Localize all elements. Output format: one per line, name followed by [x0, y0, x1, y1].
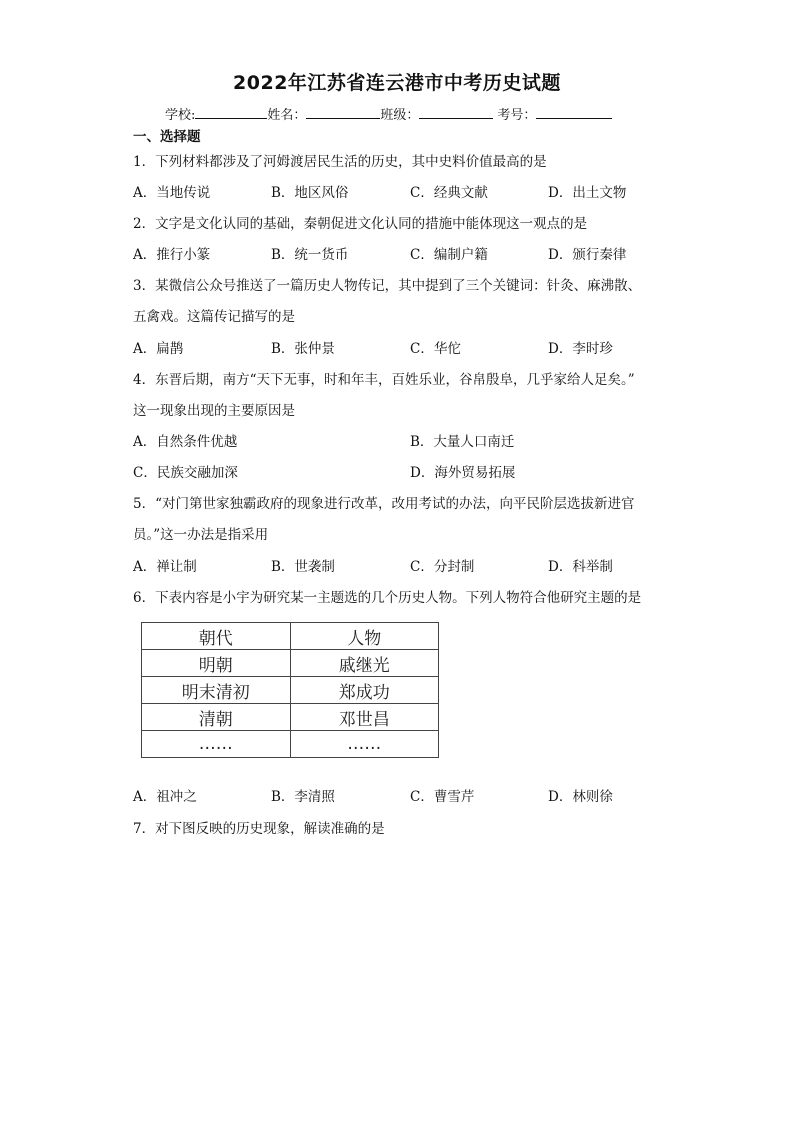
- q3-option-c[interactable]: C．华佗: [410, 341, 461, 357]
- q2-option-d[interactable]: D．颁行秦律: [548, 247, 627, 263]
- question-7-stem: 7．对下图反映的历史现象，解读准确的是: [133, 821, 385, 837]
- q2-option-b[interactable]: B．统一货币: [271, 247, 349, 263]
- student-info-line: [165, 104, 612, 123]
- question-4-stem-line-1: 4．东晋后期，南方“天下无事，时和年丰，百姓乐业，谷帛殷阜，几乎家给人足矣。”: [133, 372, 635, 388]
- q1-option-a[interactable]: A．当地传说: [133, 185, 211, 201]
- question-4-stem-line-2: 这一现象出现的主要原因是: [133, 403, 295, 419]
- q5-option-b[interactable]: B．世袭制: [271, 559, 335, 575]
- q4-option-c[interactable]: C．民族交融加深: [133, 465, 238, 481]
- q1-option-b[interactable]: B．地区风俗: [271, 185, 349, 201]
- table-row: [142, 731, 439, 758]
- q4-option-b[interactable]: B．大量人口南迁: [410, 434, 515, 450]
- q4-option-a[interactable]: A．自然条件优越: [133, 434, 238, 450]
- table-row: [142, 677, 439, 704]
- exam-no-label: 考号：: [497, 108, 537, 123]
- table-header-person: 人物: [290, 623, 439, 650]
- name-label: 姓名：: [267, 108, 307, 123]
- q1-option-c[interactable]: C．经典文献: [410, 185, 488, 201]
- school-blank[interactable]: [195, 106, 267, 119]
- q5-option-d[interactable]: D．科举制: [548, 559, 613, 575]
- question-5-stem-line-2: 员。”这一办法是指采用: [133, 527, 269, 543]
- section-title: 一、选择题: [133, 129, 201, 145]
- q6-option-d[interactable]: D．林则徐: [548, 789, 613, 805]
- table-cell-person: ……: [290, 731, 439, 758]
- q4-option-d[interactable]: D．海外贸易拓展: [410, 465, 516, 481]
- q6-option-b[interactable]: B．李清照: [271, 789, 335, 805]
- question-1-stem: 1．下列材料都涉及了河姆渡居民生活的历史，其中史料价值最高的是: [133, 154, 547, 170]
- class-blank[interactable]: [419, 106, 493, 119]
- table-header-dynasty: 朝代: [142, 623, 291, 650]
- table-cell-dynasty: 明末清初: [142, 677, 291, 704]
- exam-title: 2022年江苏省连云港市中考历史试题: [233, 72, 561, 94]
- question-2-stem: 2．文字是文化认同的基础，秦朝促进文化认同的措施中能体现这一观点的是: [133, 216, 588, 232]
- q5-option-a[interactable]: A．禅让制: [133, 559, 197, 575]
- table-cell-person: 戚继光: [290, 650, 439, 677]
- class-label: 班级：: [380, 108, 420, 123]
- table-row: [142, 704, 439, 731]
- q1-option-d[interactable]: D．出土文物: [548, 185, 627, 201]
- table-header-row: [142, 623, 439, 650]
- q6-option-c[interactable]: C．曹雪芹: [410, 789, 475, 805]
- school-label: 学校:: [165, 108, 196, 123]
- historical-figures-table: [141, 622, 439, 758]
- table-row: [142, 650, 439, 677]
- table-cell-dynasty: 清朝: [142, 704, 291, 731]
- question-5-stem-line-1: 5．“对门第世家独霸政府的现象进行改革，改用考试的办法，向平民阶层选拔新进官: [133, 496, 635, 512]
- question-3-stem-line-2: 五禽戏。这篇传记描写的是: [133, 309, 295, 325]
- q3-option-d[interactable]: D．李时珍: [548, 341, 613, 357]
- table-cell-dynasty: 明朝: [142, 650, 291, 677]
- q3-option-b[interactable]: B．张仲景: [271, 341, 335, 357]
- question-6-stem: 6．下表内容是小宇为研究某一主题选的几个历史人物。下列人物符合他研究主题的是: [133, 590, 642, 606]
- question-3-stem-line-1: 3．某微信公众号推送了一篇历史人物传记，其中提到了三个关键词：针灸、麻沸散、: [133, 278, 642, 294]
- q3-option-a[interactable]: A．扁鹊: [133, 341, 184, 357]
- exam-no-blank[interactable]: [536, 106, 612, 119]
- q5-option-c[interactable]: C．分封制: [410, 559, 475, 575]
- table-cell-dynasty: ……: [142, 731, 291, 758]
- q2-option-a[interactable]: A．推行小篆: [133, 247, 211, 263]
- name-blank[interactable]: [306, 106, 380, 119]
- table-cell-person: 郑成功: [290, 677, 439, 704]
- q6-option-a[interactable]: A．祖冲之: [133, 789, 197, 805]
- q2-option-c[interactable]: C．编制户籍: [410, 247, 488, 263]
- table-cell-person: 邓世昌: [290, 704, 439, 731]
